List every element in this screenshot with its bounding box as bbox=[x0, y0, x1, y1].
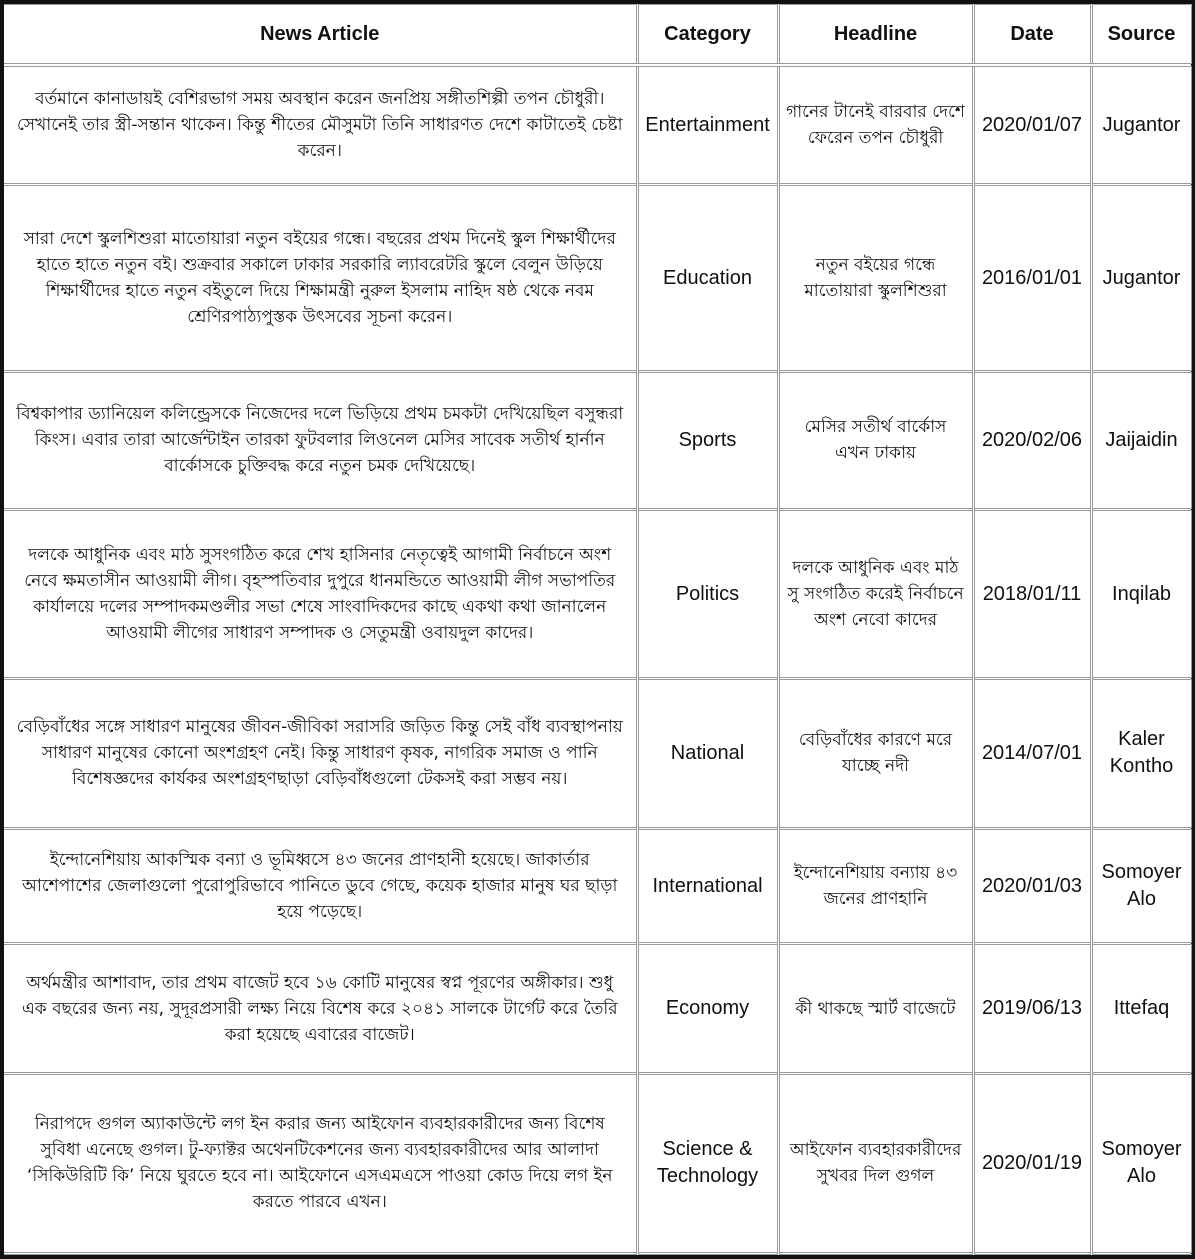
date-cell: 2020/02/06 bbox=[973, 371, 1091, 509]
category-cell: Sports bbox=[637, 371, 778, 509]
column-header-news-article: News Article bbox=[4, 5, 637, 66]
table-row bbox=[4, 1073, 1191, 1253]
table-row bbox=[4, 65, 1191, 185]
headline-cell: আইফোন ব্যবহারকারীদের সুখবর দিল গুগল bbox=[778, 1073, 973, 1253]
column-header-headline: Headline bbox=[778, 5, 973, 66]
headline-cell: নতুন বইয়ের গন্ধে মাতোয়ারা স্কুলশিশুরা bbox=[778, 185, 973, 371]
article-cell: ইন্দোনেশিয়ায় আকস্মিক বন্যা ও ভূমিধ্বসে ৪৩ জনের প্রাণহানী হয়েছে। জাকার্তার আশেপাশের জেলাগুলো পুরোপুরিভাবে পানিতে ডুবে গেছে, কয়েক হাজার মানুষ ঘর ছাড়া হয়ে পড়েছে। bbox=[4, 828, 637, 944]
headline-cell: গানের টানেই বারবার দেশে ফেরেন তপন চৌধুরী bbox=[778, 65, 973, 185]
source-cell: Somoyer Alo bbox=[1091, 828, 1191, 944]
headline-cell: ইন্দোনেশিয়ায় বন্যায় ৪৩ জনের প্রাণহানি bbox=[778, 828, 973, 944]
table-row bbox=[4, 944, 1191, 1073]
headline-cell: কী থাকছে স্মার্ট বাজেটে bbox=[778, 944, 973, 1073]
category-cell: Politics bbox=[637, 510, 778, 679]
category-cell: Science & Technology bbox=[637, 1073, 778, 1253]
header-row bbox=[4, 5, 1191, 66]
category-cell: Entertainment bbox=[637, 65, 778, 185]
source-cell: Ittefaq bbox=[1091, 944, 1191, 1073]
column-header-source: Source bbox=[1091, 5, 1191, 66]
column-header-category: Category bbox=[637, 5, 778, 66]
article-cell: অর্থমন্ত্রীর আশাবাদ, তার প্রথম বাজেট হবে ১৬ কোটি মানুষের স্বপ্ন পূরণের অঙ্গীকার। শুধু এক বছরের জন্য নয়, সুদূরপ্রসারী লক্ষ্য নিয়ে বিশেষ করে ২০৪১ সালকে টার্গেট করে তৈরি করা হয়েছে এবারের বাজেট। bbox=[4, 944, 637, 1073]
article-cell: নিরাপদে গুগল অ্যাকাউন্টে লগ ইন করার জন্য আইফোন ব্যবহারকারীদের জন্য বিশেষ সুবিধা এনেছে গুগল। টু-ফ্যাক্টর অথেনটিকেশনের জন্য ব্যবহারকারীদের আর আলাদা ‘সিকিউরিটি কি’ নিয়ে ঘুরতে হবে না। আইফোনে এসএমএসে পাওয়া কোড দিয়ে লগ ইন করতে পারবে এখন। bbox=[4, 1073, 637, 1253]
table-row bbox=[4, 828, 1191, 944]
date-cell: 2018/01/11 bbox=[973, 510, 1091, 679]
date-cell: 2020/01/03 bbox=[973, 828, 1091, 944]
table-row bbox=[4, 510, 1191, 679]
news-table bbox=[4, 4, 1192, 1255]
source-cell: Jugantor bbox=[1091, 185, 1191, 371]
table-row bbox=[4, 371, 1191, 509]
article-cell: সারা দেশে স্কুলশিশুরা মাতোয়ারা নতুন বইয়ের গন্ধে। বছরের প্রথম দিনেই স্কুল শিক্ষার্থীদের হাতে হাতে নতুন বই। শুক্রবার সকালে ঢাকার সরকারি ল্যাবরেটরি স্কুলে বেলুন উড়িয়ে শিক্ষার্থীদের হাতে নতুন বইতুলে দিয়ে শিক্ষামন্ত্রী নুরুল ইসলাম নাহিদ ষষ্ঠ থেকে নবম শ্রেণিরপাঠ্যপুস্তক উৎসবের সূচনা করেন। bbox=[4, 185, 637, 371]
source-cell: Jaijaidin bbox=[1091, 371, 1191, 509]
headline-cell: দলকে আধুনিক এবং মাঠ সু সংগঠিত করেই নির্বাচনে অংশ নেবো কাদের bbox=[778, 510, 973, 679]
category-cell: International bbox=[637, 828, 778, 944]
headline-cell: মেসির সতীর্থ বার্কোস এখন ঢাকায় bbox=[778, 371, 973, 509]
category-cell: Economy bbox=[637, 944, 778, 1073]
source-cell: Somoyer Alo bbox=[1091, 1073, 1191, 1253]
source-cell: Jugantor bbox=[1091, 65, 1191, 185]
category-cell: National bbox=[637, 679, 778, 828]
table-row bbox=[4, 185, 1191, 371]
article-cell: বিশ্বকাপার ড্যানিয়েল কলিন্ড্রেসকে নিজেদের দলে ভিড়িয়ে প্রথম চমকটা দেখিয়েছিল বসুন্ধরা কিংস। এবার তারা আর্জেন্টাইন তারকা ফুটবলার লিওনেল মেসির সাবেক সতীর্থ হার্নান বার্কোসকে চুক্তিবদ্ধ করে নতুন চমক দেখিয়েছে। bbox=[4, 371, 637, 509]
date-cell: 2020/01/19 bbox=[973, 1073, 1091, 1253]
date-cell: 2016/01/01 bbox=[973, 185, 1091, 371]
column-header-date: Date bbox=[973, 5, 1091, 66]
headline-cell: বেড়িবাঁধের কারণে মরে যাচ্ছে নদী bbox=[778, 679, 973, 828]
article-cell: দলকে আধুনিক এবং মাঠ সুসংগঠিত করে শেখ হাসিনার নেতৃত্বেই আগামী নির্বাচনে অংশ নেবে ক্ষমতাসীন আওয়ামী লীগ। বৃহস্পতিবার দুপুরে ধানমন্ডিতে আওয়ামী লীগ সভাপতির কার্যালয়ে দলের সম্পাদকমণ্ডলীর সভা শেষে সাংবাদিকদের কাছে একথা কথা জানালেন আওয়ামী লীগের সাধারণ সম্পাদক ও সেতুমন্ত্রী ওবায়দুল কাদের। bbox=[4, 510, 637, 679]
article-cell: বর্তমানে কানাডায়ই বেশিরভাগ সময় অবস্থান করেন জনপ্রিয় সঙ্গীতশিল্পী তপন চৌধুরী। সেখানেই তার স্ত্রী-সন্তান থাকেন। কিন্তু শীতের মৌসুমটা তিনি সাধারণত দেশে কাটাতেই চেষ্টা করেন। bbox=[4, 65, 637, 185]
article-cell: বেড়িবাঁধের সঙ্গে সাধারণ মানুষের জীবন-জীবিকা সরাসরি জড়িত কিন্তু সেই বাঁধ ব্যবস্থাপনায় সাধারণ মানুষের কোনো অংশগ্রহণ নেই। কিন্তু সাধারণ কৃষক, নাগরিক সমাজ ও পানি বিশেষজ্ঞদের কার্যকর অংশগ্রহণছাড়া বেড়িবাঁধগুলো টেকসই করা সম্ভব নয়। bbox=[4, 679, 637, 828]
source-cell: Inqilab bbox=[1091, 510, 1191, 679]
category-cell: Education bbox=[637, 185, 778, 371]
source-cell: Kaler Kontho bbox=[1091, 679, 1191, 828]
table-row bbox=[4, 679, 1191, 828]
date-cell: 2020/01/07 bbox=[973, 65, 1091, 185]
date-cell: 2019/06/13 bbox=[973, 944, 1091, 1073]
date-cell: 2014/07/01 bbox=[973, 679, 1091, 828]
